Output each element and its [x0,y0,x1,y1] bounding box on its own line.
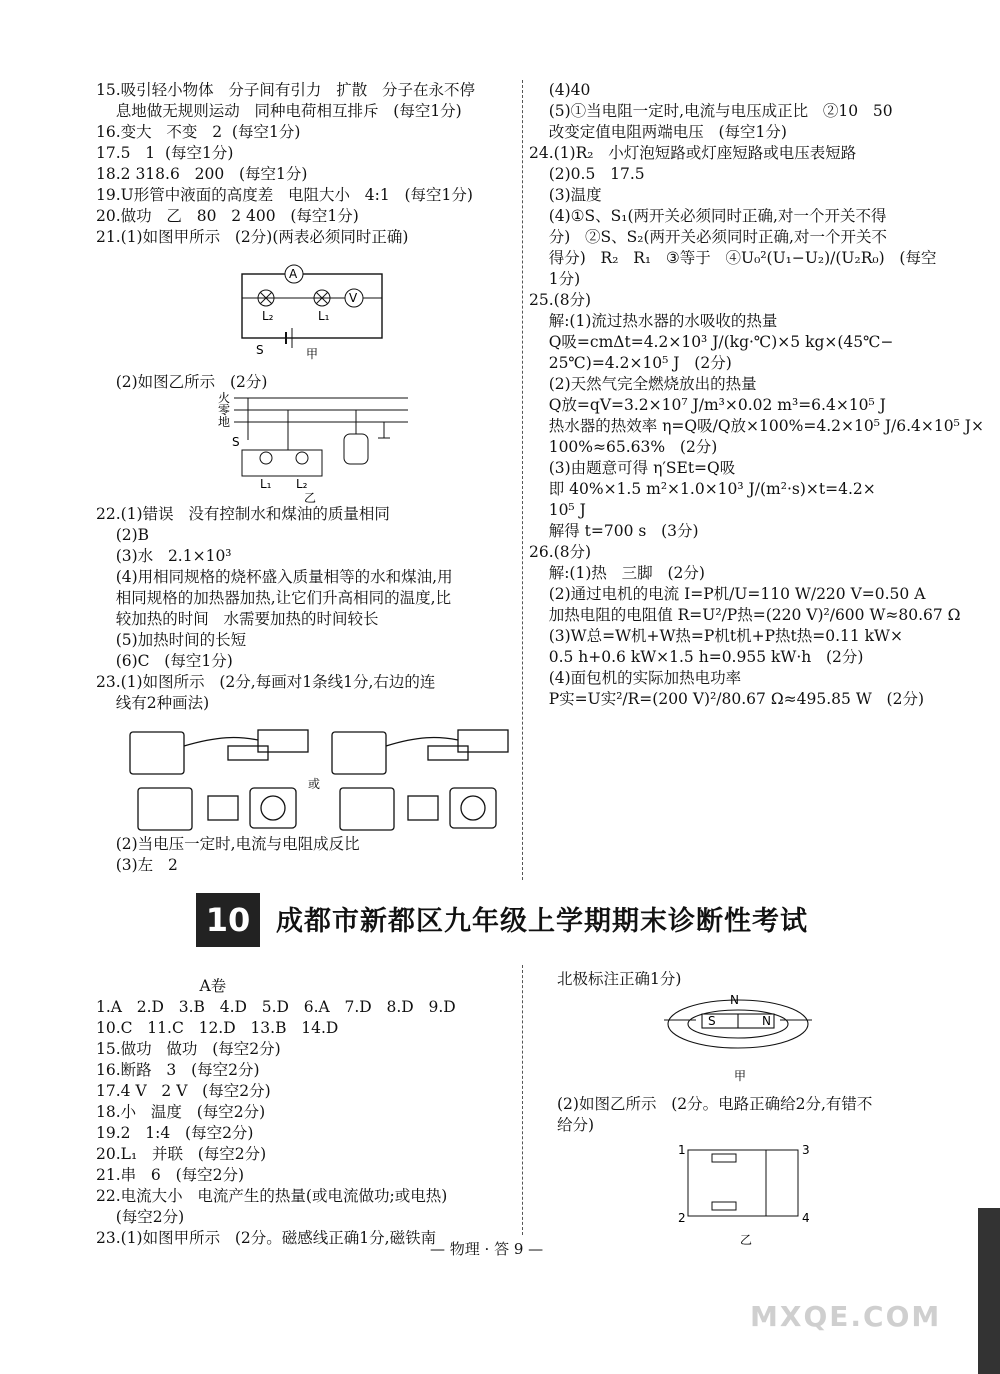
circuit-diagram-yi [218,392,418,504]
answer-line: 较加热的时间 水需要加热的时间较长 [96,610,379,628]
svg-text:乙: 乙 [304,491,317,505]
answer-line: (3)温度 [529,186,602,204]
answer-line: 24.(1)R₂ 小灯泡短路或灯座短路或电压表短路 [529,144,857,162]
answer-line: 20.做功 乙 80 2 400 (每空1分) [96,207,359,225]
resistor-box-diagram [676,1142,816,1248]
answer-line: 17.5 1 (每空1分) [96,144,234,162]
answer-column-left-mid [96,372,516,393]
answer-line: 热水器的热效率 η=Q吸/Q放×100%=4.2×10⁵ J/6.4×10⁵ J× [529,417,984,435]
answer-line: 15.做功 做功 (每空2分) [96,1040,281,1058]
answer-line: 10⁵ J [529,501,586,519]
answer-line: 线有2种画法) [96,694,210,712]
svg-text:L₁: L₁ [260,477,272,491]
answer-line: 18.小 温度 (每空2分) [96,1103,266,1121]
answer-line: 21.串 6 (每空2分) [96,1166,245,1184]
answer-line: 即 40%×1.5 m²×1.0×10³ J/(m²·s)×t=4.2× [529,480,876,498]
section-title: 成都市新都区九年级上学期期末诊断性考试 [276,906,808,937]
answer-column-right-top [529,80,984,710]
answer-line: 解:(1)热 三脚 (2分) [529,564,705,582]
answer-line: (4)40 [529,81,591,99]
answer-line: 改变定值电阻两端电压 (每空1分) [529,123,787,141]
answer-line: 16.变大 不变 2 (每空1分) [96,123,301,141]
svg-text:N: N [730,993,739,1007]
section-number: 10 [196,893,260,947]
answer-line: 10.C 11.C 12.D 13.B 14.D [96,1019,339,1037]
svg-text:L₂: L₂ [296,477,308,491]
answer-line: 100%≈65.63% (2分) [529,438,718,456]
svg-text:零: 零 [218,403,231,417]
answer-line: (2)通过电机的电流 I=P机/U=110 W/220 V=0.50 A [529,585,926,603]
answer-line: 20.L₁ 并联 (每空2分) [96,1145,267,1163]
answer-line: 19.2 1:4 (每空2分) [96,1124,254,1142]
answer-line: 解:(1)流过热水器的水吸收的热量 [529,312,778,330]
svg-text:乙: 乙 [740,1233,753,1247]
answer-line: (3)左 2 [96,856,178,874]
answer-line: 息地做无规则运动 同种电荷相互排斥 (每空1分) [96,102,462,120]
answer-line: 得分) R₂ R₁ ③等于 ④U₀²(U₁−U₂)/(U₂R₀) (每空 [529,249,937,267]
svg-text:1: 1 [678,1143,686,1157]
answer-line: 16.断路 3 (每空2分) [96,1061,260,1079]
answer-line: (2)天然气完全燃烧放出的热量 [529,375,757,393]
magnet-field-diagram [660,993,820,1086]
answer-line: (2)0.5 17.5 [529,165,645,183]
answer-line: 22.(1)错误 没有控制水和煤油的质量相同 [96,505,390,523]
answer-line: Q放=qV=3.2×10⁷ J/m³×0.02 m³=6.4×10⁵ J [529,396,886,414]
svg-text:S: S [256,343,264,357]
svg-text:V: V [349,291,358,305]
svg-text:或: 或 [308,777,321,791]
svg-text:L₁: L₁ [318,309,330,323]
svg-text:S: S [708,1014,716,1028]
svg-text:3: 3 [802,1143,810,1157]
answer-line: 给分) [557,1116,595,1134]
answer-line: (4)用相同规格的烧杯盛入质量相等的水和煤油,用 [96,568,453,586]
circuit-diagram-jia [236,258,396,368]
svg-text:L₂: L₂ [262,309,274,323]
answer-column-left-bottom [96,976,516,1249]
answer-line: 23.(1)如图甲所示 (2分。磁感线正确1分,磁铁南 [96,1229,437,1247]
answer-line: (4)①S、S₁(两开关必须同时正确,对一个开关不得 [529,207,887,225]
answer-column-left-q23 [96,834,516,876]
answer-line: (5)加热时间的长短 [96,631,247,649]
answer-line: 1.A 2.D 3.B 4.D 5.D 6.A 7.D 8.D 9.D [96,998,456,1016]
column-divider-lower [522,965,523,1235]
answer-line: (2)如图乙所示 (2分) [96,373,268,391]
column-divider [522,80,523,880]
experiment-apparatus-figure [128,726,518,836]
answer-line: 北极标注正确1分) [557,970,682,988]
answer-line: (4)面包机的实际加热电功率 [529,669,742,687]
answer-line: 26.(8分) [529,543,592,561]
answer-line: (3)由题意可得 η′SEt=Q吸 [529,459,736,477]
answer-line: 解得 t=700 s (3分) [529,522,699,540]
answer-line: (3)W总=W机+W热=P机t机+P热t热=0.11 kW× [529,627,903,645]
answer-line: 1分) [529,270,581,288]
answer-line: (3)水 2.1×10³ [96,547,232,565]
answer-line: 17.4 V 2 V (每空2分) [96,1082,271,1100]
answer-line: (2)当电压一定时,电流与电阻成反比 [96,835,360,853]
svg-text:甲: 甲 [306,347,319,361]
answer-line: A卷 [96,977,227,995]
section-banner [196,893,856,947]
answer-line: 相同规格的加热器加热,让它们升高相同的温度,比 [96,589,452,607]
answer-line: 加热电阻的电阻值 R=U²/P热=(220 V)²/600 W≈80.67 Ω [529,606,961,624]
answer-line: 分) ②S、S₂(两开关必须同时正确,对一个开关不 [529,228,887,246]
answer-line: 25℃)=4.2×10⁵ J (2分) [529,354,732,372]
svg-text:N: N [762,1014,771,1028]
answer-line: 0.5 h+0.6 kW×1.5 h=0.955 kW·h (2分) [529,648,864,666]
answer-line: (2)B [96,526,150,544]
answer-line: 18.2 318.6 200 (每空1分) [96,165,308,183]
svg-text:A: A [289,267,298,281]
answer-line: (5)①当电阻一定时,电流与电压成正比 ②10 50 [529,102,893,120]
answer-line: 19.U形管中液面的高度差 电阻大小 4:1 (每空1分) [96,186,473,204]
page-edge-tab [978,1208,1000,1374]
answer-column-left-q22 [96,504,516,714]
svg-text:S: S [232,435,240,449]
answer-column-right-bottom-2 [557,1094,957,1136]
page-footer: — 物理 · 答 9 — [430,1240,544,1258]
answer-line: P实=U实²/R=(200 V)²/80.67 Ω≈495.85 W (2分) [529,690,924,708]
answer-line: 15.吸引轻小物体 分子间有引力 扩散 分子在永不停 [96,81,475,99]
svg-text:火: 火 [218,391,231,405]
answer-line: 22.电流大小 电流产生的热量(或电流做功;或电热) [96,1187,448,1205]
answer-column-right-bottom [557,969,957,990]
answer-line: 21.(1)如图甲所示 (2分)(两表必须同时正确) [96,228,409,246]
answer-line: Q吸=cmΔt=4.2×10³ J/(kg·℃)×5 kg×(45℃− [529,333,894,351]
answer-line: (2)如图乙所示 (2分。电路正确给2分,有错不 [557,1095,873,1113]
svg-text:2: 2 [678,1211,686,1225]
watermark-text: MXQE.COM [750,1300,942,1333]
svg-text:4: 4 [802,1211,810,1225]
answer-line: 25.(8分) [529,291,592,309]
answer-line: (6)C (每空1分) [96,652,233,670]
svg-text:地: 地 [218,415,231,429]
answer-line: 23.(1)如图所示 (2分,每画对1条线1分,右边的连 [96,673,436,691]
answer-line: (每空2分) [96,1208,185,1226]
svg-text:甲: 甲 [734,1069,747,1083]
answer-column-left-top [96,80,516,248]
